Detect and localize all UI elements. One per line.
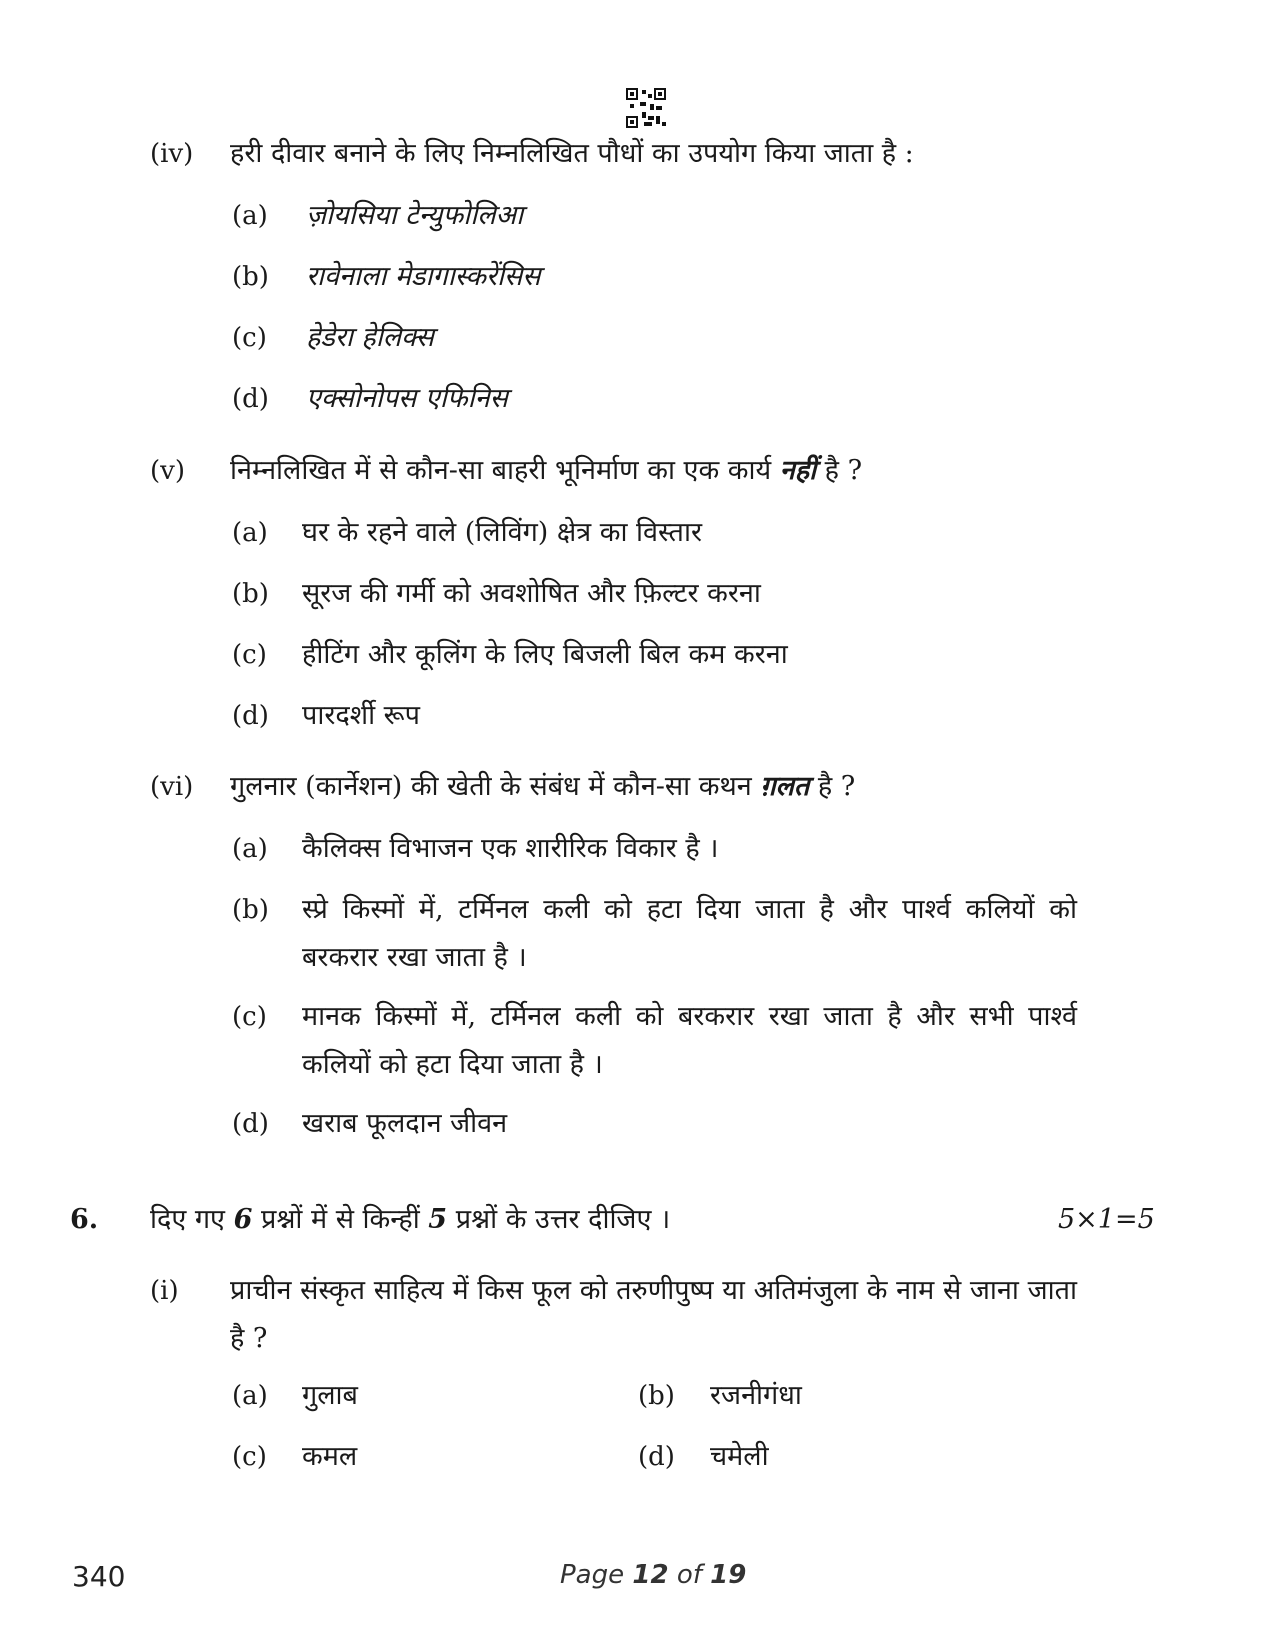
option-text: चमेली [710,1441,769,1472]
page-indicator [560,1560,746,1590]
question-text [150,1196,670,1244]
question-emphasis: ग़लत [760,771,810,802]
option-label: (a) [232,201,268,231]
question-text-part: प्रश्नों के उत्तर दीजिए । [455,1204,671,1235]
option-text: कैलिक्स विभाजन एक शारीरिक विकार है । [302,833,719,864]
option-text: हेडेरा हेलिक्स [306,322,434,353]
option-text: खराब फूलदान जीवन [302,1108,508,1139]
option-label: (c) [232,1002,267,1032]
option-label: (b) [638,1381,675,1411]
question-text: हरी दीवार बनाने के लिए निम्नलिखित पौधों का उपयोग किया जाता है : [230,138,914,169]
paper-code: 340 [72,1560,126,1593]
option-text: मानक किस्मों में, टर्मिनल कली को बरकरार रखा जाता है और सभी पार्श्व कलियों को हटा दिया जाता है । [302,1001,1077,1080]
option-text: घर के रहने वाले (लिविंग) क्षेत्र का विस्तार [302,517,702,548]
qr-code [626,88,666,128]
option-label: (c) [232,640,267,670]
option-text: हीटिंग और कूलिंग के लिए बिजली बिल कम करना [302,639,788,670]
option-label: (d) [232,701,269,731]
option-label: (d) [232,384,269,414]
option-text: रावेनाला मेडागास्करेंसिस [306,261,541,292]
option-text: गुलाब [302,1380,358,1411]
page-total: 19 [710,1560,747,1590]
option-label: (b) [232,895,269,925]
question-text: प्राचीन संस्कृत साहित्य में किस फूल को तरुणीपुष्प या अतिमंजुला के नाम से जाना जाता है ? [230,1275,1077,1354]
option-label: (b) [232,579,269,609]
option-label: (c) [232,1442,267,1472]
option-text: पारदर्शी रूप [302,700,420,731]
page-prefix: Page [560,1560,625,1590]
option-label: (a) [232,518,268,548]
question-number: (v) [150,456,185,486]
question-text-end: है ? [817,771,856,802]
question-text-start: गुलनार (कार्नेशन) की खेती के संबंध में कौन-सा कथन [230,771,752,802]
option-label: (b) [232,262,269,292]
option-label: (d) [232,1109,269,1139]
question-text [230,447,862,495]
option-label: (c) [232,323,267,353]
option-label: (a) [232,834,268,864]
page-of: of [676,1560,702,1590]
question-text [230,763,855,811]
question-text-part: दिए गए [150,1204,225,1235]
question-count: 6 [233,1204,253,1235]
option-text: कमल [302,1441,358,1472]
option-text: स्प्रे किस्मों में, टर्मिनल कली को हटा दिया जाता है और पार्श्व कलियों को बरकरार रखा जाता है । [302,894,1077,973]
option-text: ज़ोयसिया टेन्युफोलिआ [306,200,524,231]
option-label: (a) [232,1381,268,1411]
question-number: 6. [70,1204,99,1235]
question-text-end: है ? [824,455,863,486]
question-text-start: निम्नलिखित में से कौन-सा बाहरी भूनिर्माण का एक कार्य [230,455,772,486]
question-text-part: प्रश्नों में से किन्हीं [260,1204,420,1235]
question-emphasis: नहीं [779,455,817,486]
option-text: रजनीगंधा [710,1380,802,1411]
question-count: 5 [428,1204,448,1235]
question-number: (iv) [150,139,194,169]
page-current: 12 [632,1560,669,1590]
option-label: (d) [638,1442,675,1472]
question-number: (vi) [150,772,194,802]
option-text: एक्सोनोपस एफिनिस [306,383,508,414]
marks-allocation: 5×1=5 [1058,1204,1155,1235]
question-number: (i) [150,1276,179,1306]
option-text: सूरज की गर्मी को अवशोषित और फ़िल्टर करना [302,578,761,609]
